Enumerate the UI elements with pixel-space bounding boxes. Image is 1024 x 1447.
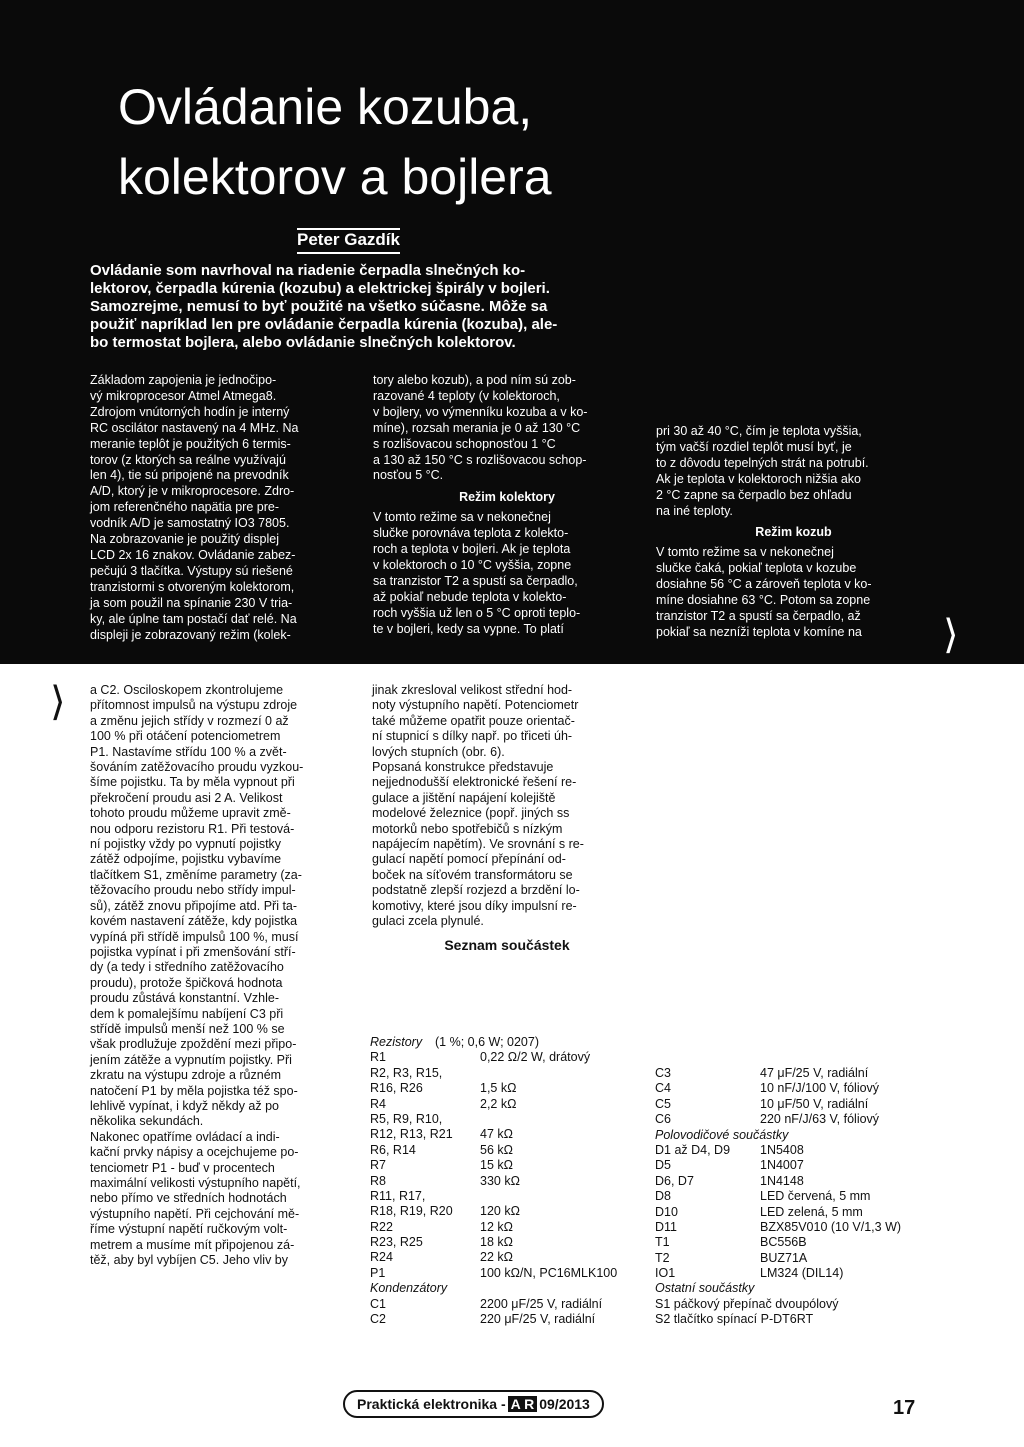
part-designator: D1 až D4, D9 [655,1142,731,1157]
text-line: míne dosiahne 63 °C. Potom sa zopne [656,593,871,608]
part-value: 2,2 kΩ [480,1096,517,1111]
part-value: 56 kΩ [480,1142,513,1157]
magazine-name: Praktická elektronika - [357,1396,506,1412]
text-line: 2 °C zapne sa čerpadlo bez ohľadu [656,487,852,502]
text-line: proudu), protože špičková hodnota [90,975,283,990]
text-line: v kolektoroch o 10 °C vyššia, zopne [373,557,572,572]
part-designator: R2, R3, R15, [370,1065,443,1080]
part-designator: R16, R26 [370,1081,423,1096]
section-heading-kozub: Režim kozub [755,525,832,540]
text-line: sů), zátěž znovu připojíme atd. Při ta- [90,898,298,913]
part-designator: C2 [370,1312,386,1327]
text-line: dosiahne 56 °C a zároveň teplota v ko- [656,577,872,592]
part-value: 220 μF/25 V, radiální [480,1312,596,1327]
text-line: Zdrojom vnútorných hodín je interný [90,404,290,419]
text-line: gulaci zcela plynulé. [372,914,484,929]
text-line: dem k pomalejšímu nabíjení C3 při [90,1006,284,1021]
part-designator: D10 [655,1204,678,1219]
magazine-badge: A R [508,1396,538,1412]
parts-row [370,1297,650,1312]
text-line: torov (z ktorých sa reálne využívajú [90,452,286,467]
text-line: tohoto proudu můžeme upravit změ- [90,806,291,821]
text-line: pokiaľ sa nezníži teplota v komíne na [656,624,862,639]
parts-row [370,1235,650,1250]
text-line: a změnu jejich střídy v rozmezí 0 až [90,713,289,728]
text-line: v bojlery, vo výmenníku kozuba a v ko- [373,404,588,419]
text-line: lehlivě vypínat, i když někdy až po [90,1098,279,1113]
body-column-2 [373,373,641,638]
text-line: V tomto režime sa v nekonečnej [373,510,551,525]
part-value: 47 μF/25 V, radiální [760,1066,869,1080]
text-line: pečujú 3 tlačítka. Výstupy sú riešené [90,563,293,578]
text-line: nosťou 5 °C. [373,468,444,483]
text-line: jením zátěže a vypnutím pojistky. Při [90,1052,292,1067]
parts-category: Kondenzátory [370,1281,448,1296]
parts-row [655,1174,935,1189]
text-line: ní stupnicí s dílky např. po třiceti úh- [372,729,573,744]
text-line: překročení proudu asi 2 A. Velikost [90,790,283,805]
part-value: BC556B [760,1235,807,1250]
text-line: RC oscilátor nastavený na 4 MHz. Na [90,420,299,435]
lead-line: Ovládanie som navrhoval na riadenie čerpadla slnečných ko- [90,262,526,279]
text-line: slučke čaká, pokiaľ teplota v kozube [656,561,857,576]
parts-row [370,1127,650,1142]
text-line: komotivy, které jsou díky impulsní re- [372,898,577,913]
text-line: ní pojistky vždy po vypnutí pojistky [90,837,282,852]
parts-row [655,1297,935,1312]
part-designator: R8 [370,1173,386,1188]
part-designator: IO1 [655,1266,676,1281]
text-line: len 4), tie sú pripojené na prevodník [90,468,289,483]
part-designator: C4 [655,1081,671,1096]
text-line: kovém nastavení zátěže, kdy pojistka [90,914,298,929]
parts-row [655,1189,935,1204]
text-line: te v bojleri, kedy sa vypne. To platí [373,621,564,636]
body-column-1 [90,373,352,643]
text-line: gulace a jištění napájení kolejiště [372,790,556,805]
text-line: těž, aby byl vybíjen C5. Jeho vliv by [90,1253,289,1268]
text-line: s rozlišovacou schopnosťou 1 °C [373,436,556,451]
text-line: tenciometr P1 - buď v procentech [90,1160,275,1175]
part-designator: R24 [370,1250,393,1265]
text-line: napájecím napětím). Ve srovnání s re- [372,837,584,852]
part-designator: R23, R25 [370,1235,423,1250]
text-line: a C2. Osciloskopem zkontrolujeme [90,683,284,697]
part-designator: S1 páčkový přepínač dvoupólový [655,1296,839,1311]
text-line: až pokiaľ nebude teplota v kolekto- [373,589,567,604]
text-line: P1. Nastavíme střídu 100 % a zvět- [90,744,287,759]
parts-row [370,1035,650,1050]
part-value: 10 nF/J/100 V, fóliový [760,1081,880,1096]
text-line: natočení P1 by měla pojistka též spo- [90,1083,298,1098]
text-line: boček na síťovém transformátoru se [372,867,573,882]
title-line: kolektorov a bojlera [118,149,552,205]
parts-row [370,1158,650,1173]
parts-row [370,1081,650,1096]
part-designator: D6, D7 [655,1173,694,1188]
text-line: šováním zatěžovacího proudu vyzkou- [90,760,304,775]
parts-row [370,1174,650,1189]
part-value: 1N4007 [760,1158,804,1173]
part-designator: C5 [655,1096,671,1111]
part-designator: R5, R9, R10, [370,1111,443,1126]
parts-row [370,1050,650,1065]
text-line: metrem a musíme mít připojenou zá- [90,1237,295,1252]
part-value: 1N5408 [760,1142,804,1157]
part-value: 1,5 kΩ [480,1081,517,1096]
parts-row [370,1097,650,1112]
text-line: říme výstupní napětí ručkovým volt- [90,1222,288,1237]
part-value: 12 kΩ [480,1219,513,1234]
text-line: těžovacího proudu nebo střídy impul- [90,883,296,898]
part-value: LED červená, 5 mm [760,1189,871,1204]
part-value: 18 kΩ [480,1235,513,1250]
text-line: přítomnost impulsů na výstupu zdroje [90,698,298,713]
parts-row [655,1143,935,1158]
text-line: razované 4 teploty (v kolektoroch, [373,388,560,403]
parts-category: Polovodičové součástky [655,1127,789,1142]
parts-row [655,1128,935,1143]
title-line: Ovládanie kozuba, [118,79,533,135]
parts-row [655,1220,935,1235]
parts-row [655,1235,935,1250]
text-line: maximální velikosti výstupního napětí, [90,1176,301,1190]
lead-line: použiť napríklad len pre ovládanie čerpadla kúrenia (kozuba), ale- [90,316,558,333]
part-value: 15 kΩ [480,1158,513,1173]
part-designator: C6 [655,1112,671,1127]
parts-category-note: (1 %; 0,6 W; 0207) [435,1035,539,1049]
parts-list-left [370,1035,650,1327]
part-value: 1N4148 [760,1173,804,1188]
text-line: a 130 až 150 °C s rozlišovacou schop- [373,452,587,467]
issue-label: 09/2013 [539,1396,590,1412]
parts-category: Rezistory [370,1035,423,1049]
part-value: 22 kΩ [480,1250,513,1265]
text-line: pri 30 až 40 °C, čím je teplota vyššia, [656,424,862,438]
text-line: roch a teplota v bojleri. Ak je teplota [373,542,571,557]
text-line: míne), rozsah merania je 0 až 130 °C [373,420,581,435]
author-name: Peter Gazdík [297,228,400,254]
part-designator: P1 [370,1265,386,1280]
part-designator: R18, R19, R20 [370,1204,453,1219]
part-value: 10 μF/50 V, radiální [760,1096,869,1111]
article-title [118,72,678,212]
parts-row [370,1204,650,1219]
text-line: zátěž odpojíme, pojistku vybavíme [90,852,282,867]
part-designator: R11, R17, [370,1188,426,1203]
body-column-4 [90,683,355,1268]
parts-row [370,1281,650,1296]
text-line: nejjednodušší elektronické řešení re- [372,775,577,790]
text-line: gulací napětí pomocí přepínání od- [372,852,566,867]
part-designator: T2 [655,1250,670,1265]
part-designator: C1 [370,1296,386,1311]
part-designator: D11 [655,1219,678,1234]
parts-row [655,1266,935,1281]
text-line: kační prvky nápisy a ocejchujeme po- [90,1145,299,1160]
part-value: 47 kΩ [480,1127,513,1142]
lead-line: bo termostat bojlera, alebo ovládanie slnečných kolektorov. [90,334,516,351]
text-line: Na zobrazovanie je použitý displej [90,532,279,547]
part-designator: R1 [370,1050,386,1065]
text-line: jinak zkresloval velikost střední hod- [372,683,573,697]
part-value: 120 kΩ [480,1204,520,1219]
parts-row [370,1066,650,1081]
text-line: několika sekundách. [90,1114,204,1129]
parts-row [370,1220,650,1235]
parts-list-heading: Seznam součástek [444,936,570,953]
text-line: dy (a tedy i středního zatěžovacího [90,960,284,975]
parts-row [655,1205,935,1220]
text-line: tranzistormi s otvoreným kolektorom, [90,579,295,594]
continue-arrow-icon: ⟩ [943,612,959,658]
parts-category: Ostatní součástky [655,1281,755,1296]
parts-row [370,1189,650,1204]
part-value: 100 kΩ/N, PC16MLK100 [480,1265,618,1280]
text-line: roch vyššia už len o 5 °C oproti teplo- [373,605,581,620]
text-line: lových stupních (obr. 6). [372,744,505,759]
text-line: pojistka vypínat i při zmenšování stří- [90,944,296,959]
lead-line: Samozrejme, nemusí to byť použité na všetko súčasne. Môže sa [90,298,548,315]
text-line: Nakonec opatříme ovládací a indi- [90,1129,280,1144]
text-line: meranie teplôt je použitých 6 termis- [90,436,291,451]
magazine-footer [343,1390,604,1418]
parts-row [655,1251,935,1266]
part-value: 220 nF/J/63 V, fóliový [760,1112,880,1127]
part-value: BZX85V010 (10 V/1,3 W) [760,1219,902,1234]
parts-row [370,1143,650,1158]
text-line: A/D, ktorý je v mikroprocesore. Zdro- [90,484,295,499]
part-designator: R12, R13, R21 [370,1127,453,1142]
text-line: to z dôvodu tepelných strát na potrubí. [656,455,869,470]
text-line: jom referenčného napätia pre pre- [90,500,280,515]
title-banner [0,0,1024,664]
part-designator: R7 [370,1158,386,1173]
part-value: 2200 μF/25 V, radiální [480,1296,603,1311]
lead-line: lektorov, čerpadla kúrenia (kozubu) a elektrickej špirály v bojleri. [90,280,550,297]
part-designator: S2 tlačítko spínací P-DT6RT [655,1312,814,1327]
text-line: V tomto režime sa v nekonečnej [656,545,834,560]
text-line: proudu zůstává konstantní. Vzhle- [90,991,280,1006]
text-line: slučke porovnáva teplota z kolekto- [373,526,569,541]
continue-arrow-icon: ⟩ [50,679,66,725]
parts-row [655,1066,935,1081]
text-line: noty výstupního napětí. Potenciometr [372,698,579,713]
part-designator: T1 [655,1235,670,1250]
part-designator: D5 [655,1158,671,1173]
text-line: vodník A/D je samostatný IO3 7805. [90,516,290,531]
text-line: displeji je zobrazovaný režim (kolek- [90,627,291,642]
text-line: nebo přímo ve středních hodnotách [90,1191,287,1206]
part-value: 330 kΩ [480,1173,520,1188]
parts-row [370,1266,650,1281]
text-line: modelové železnice (popř. jiných ss [372,806,570,821]
parts-row [370,1250,650,1265]
lead-paragraph [90,262,650,352]
text-line: nou odporu rezistoru R1. Při testová- [90,821,295,836]
text-line: zkratu na výstupu zdroje a různém [90,1068,282,1083]
text-line: výstupního napětí. Při cejchování mě- [90,1206,300,1221]
text-line: vý mikroprocesor Atmel Atmega8. [90,388,277,403]
body-column-3 [656,424,931,641]
text-line: Popsaná konstrukce představuje [372,760,554,775]
text-line: na iné teploty. [656,503,733,518]
parts-row [655,1097,935,1112]
page-number: 17 [893,1397,916,1419]
part-designator: D8 [655,1189,671,1204]
text-line: motorků nebo spotřebičů s nízkým [372,821,563,836]
text-line: šíme pojistku. Ta by měla vypnout při [90,775,295,790]
text-line: tým vačší rozdiel teplôt musí byť, je [656,439,852,454]
part-designator: C3 [655,1066,671,1080]
parts-row [370,1112,650,1127]
text-line: tory alebo kozub), a pod ním sú zob- [373,373,576,387]
part-value: LM324 (DIL14) [760,1266,844,1281]
text-line: Základom zapojenia je jednočipo- [90,373,277,387]
text-line: tlačítkem S1, změníme parametry (za- [90,867,302,882]
parts-row [655,1281,935,1296]
section-heading-kolektory: Režim kolektory [459,490,555,505]
text-line: ja som použil na spínanie 230 V tria- [90,595,293,610]
text-line: vypíná při střídě impulsů 100 %, musí [90,929,299,944]
text-line: však prodlužuje zpoždění mezi připo- [90,1037,297,1052]
parts-row [655,1112,935,1127]
part-designator: R4 [370,1096,386,1111]
text-line: Ak je teplota v kolektoroch nižšia ako [656,471,861,486]
part-designator: R22 [370,1219,393,1234]
body-column-5 [372,683,642,963]
text-line: podstatně zlepší rozjezd a brzdění lo- [372,883,580,898]
part-value: BUZ71A [760,1250,808,1265]
text-line: ky, ale úplne tam postačí dať relé. Na [90,611,297,626]
parts-list-right [655,1066,935,1328]
text-line: sa tranzistor T2 a spustí sa čerpadlo, [373,573,578,588]
text-line: také můžeme opatřit pouze orientač- [372,713,575,728]
parts-row [655,1158,935,1173]
text-line: střídě impulsů menší než 100 % se [90,1021,285,1036]
text-line: 100 % při otáčení potenciometrem [90,729,281,744]
text-line: tranzistor T2 a spustí sa čerpadlo, až [656,608,861,623]
parts-row [655,1312,935,1327]
parts-row [370,1312,650,1327]
part-designator: R6, R14 [370,1142,416,1157]
text-line: LCD 2x 16 znakov. Ovládanie zabez- [90,547,296,562]
part-value: LED zelená, 5 mm [760,1204,863,1219]
parts-row [655,1081,935,1096]
part-value: 0,22 Ω/2 W, drátový [480,1050,591,1065]
